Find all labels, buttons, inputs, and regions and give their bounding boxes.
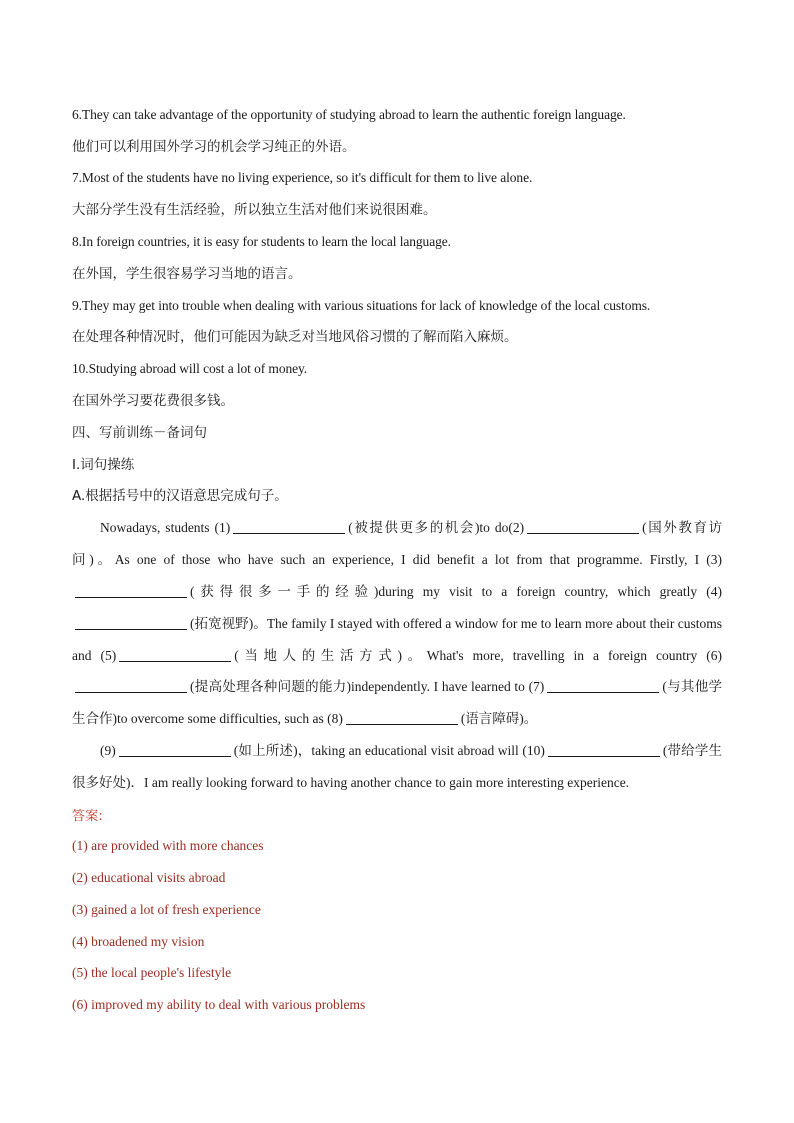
blank-4[interactable] xyxy=(75,615,187,630)
passage-text: (与其他学生合作)to overcome some difficulties, such as (8) xyxy=(72,679,722,727)
sub-heading-row xyxy=(72,449,722,481)
answer-4: (4) broadened my vision xyxy=(72,933,205,949)
passage-text: (9) xyxy=(100,742,116,758)
passage-text: (带给学生很多好处)．I am really looking forward to having another chance to gain more interesting experience. xyxy=(72,742,722,790)
sentence-10-zh xyxy=(72,385,722,417)
sentence-9-zh xyxy=(72,322,722,354)
passage-text: (提高处理各种问题的能力)independently. I have learned to (7) xyxy=(190,679,545,695)
blank-8[interactable] xyxy=(346,710,458,725)
sentence-6-chinese: 他们可以利用国外学习的机会学习纯正的外语。 xyxy=(72,138,356,155)
section-heading: 四、写前训练－备词句 xyxy=(72,424,207,441)
blank-5[interactable] xyxy=(119,647,231,662)
answer-6: (6) improved my ability to deal with various problems xyxy=(72,997,366,1013)
blank-7[interactable] xyxy=(547,678,659,693)
answer-item xyxy=(72,989,722,1021)
sentence-8-english: 8.In foreign countries, it is easy for students to learn the local language. xyxy=(72,234,451,250)
answer-item xyxy=(72,862,722,894)
passage-text: (国外教育访问)。As one of those who have such an experience, I did benefit a lot from that programme. Firstly, I (3) xyxy=(72,520,723,568)
sentence-7-en xyxy=(72,163,722,195)
passage-text: (拓宽视野)。The family I stayed with offered a window for me to learn more about their customs and (5) xyxy=(72,615,722,663)
answers-label: 答案: xyxy=(72,808,103,824)
answer-5: (5) the local people's lifestyle xyxy=(72,965,232,981)
answer-item xyxy=(72,926,722,958)
sentence-7-english: 7.Most of the students have no living experience, so it's difficult for them to live alone. xyxy=(72,170,533,186)
passage-text: (语言障碍)。 xyxy=(460,711,538,727)
instruction: A.根据括号中的汉语意思完成句子。 xyxy=(72,488,288,505)
sentence-6-en xyxy=(72,99,722,131)
instruction-row xyxy=(72,481,722,513)
answers-label-row xyxy=(72,799,722,831)
sentence-6-zh xyxy=(72,131,722,163)
answer-item xyxy=(72,894,722,926)
sentence-8-chinese: 在外国，学生很容易学习当地的语言。 xyxy=(72,265,302,282)
answer-2: (2) educational visits abroad xyxy=(72,870,226,886)
passage-paragraph-2 xyxy=(72,735,722,799)
sentence-9-chinese: 在处理各种情况时，他们可能因为缺乏对当地风俗习惯的了解而陷入麻烦。 xyxy=(72,329,518,346)
blank-3[interactable] xyxy=(75,583,187,598)
answer-item xyxy=(72,958,722,990)
sentence-7-chinese: 大部分学生没有生活经验，所以独立生活对他们来说很困难。 xyxy=(72,202,437,219)
sentence-9-en xyxy=(72,290,722,322)
sentence-10-chinese: 在国外学习要花费很多钱。 xyxy=(72,393,234,410)
sentence-8-en xyxy=(72,226,722,258)
passage-text: (如上所述)，taking an educational visit abroad will (10) xyxy=(233,742,545,758)
sentence-8-zh xyxy=(72,258,722,290)
blank-10[interactable] xyxy=(548,742,660,757)
answer-item xyxy=(72,830,722,862)
blank-2[interactable] xyxy=(527,519,639,534)
blank-9[interactable] xyxy=(119,742,231,757)
answer-1: (1) are provided with more chances xyxy=(72,838,264,854)
sentence-7-zh xyxy=(72,194,722,226)
passage-text: (获得很多一手的经验)during my visit to a foreign country, which greatly (4) xyxy=(190,583,722,599)
passage-text: Nowadays, students (1) xyxy=(100,520,231,536)
answer-3: (3) gained a lot of fresh experience xyxy=(72,901,261,917)
sub-heading: I.词句操练 xyxy=(72,456,135,473)
passage-paragraph-1 xyxy=(72,512,722,735)
sentence-9-english: 9.They may get into trouble when dealing with various situations for lack of knowledge of the local customs. xyxy=(72,297,651,313)
document-page xyxy=(72,99,722,1021)
blank-1[interactable] xyxy=(233,519,345,534)
answers-section xyxy=(72,799,722,1022)
sentence-10-en xyxy=(72,353,722,385)
sentence-6-english: 6.They can take advantage of the opportunity of studying abroad to learn the authentic foreign language. xyxy=(72,106,626,122)
passage-text: (被提供更多的机会)to do(2) xyxy=(348,520,525,536)
section-heading-row xyxy=(72,417,722,449)
passage-text: (当地人的生活方式)。What's more, travelling in a foreign country (6) xyxy=(234,647,723,663)
sentence-10-english: 10.Studying abroad will cost a lot of money. xyxy=(72,361,308,377)
blank-6[interactable] xyxy=(75,678,187,693)
